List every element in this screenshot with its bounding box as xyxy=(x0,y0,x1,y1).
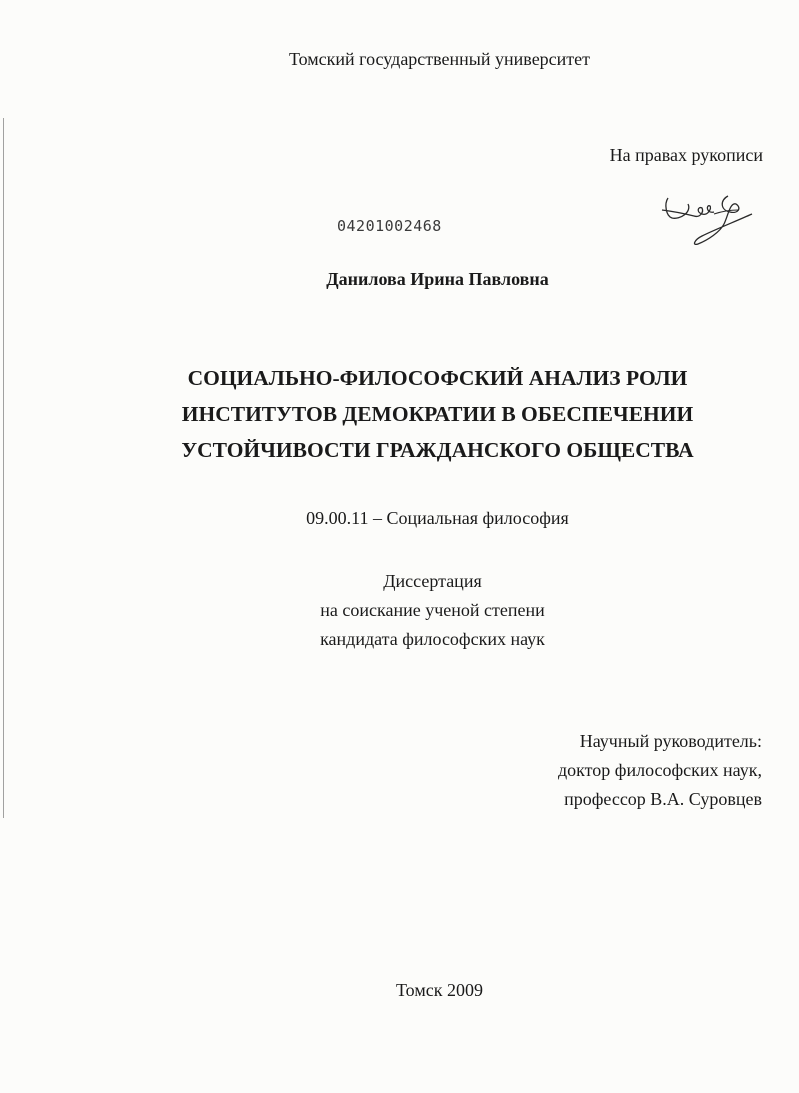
degree-line: Диссертация xyxy=(383,571,482,591)
scan-edge-line xyxy=(3,118,4,818)
advisor-line: Научный руководитель: xyxy=(579,731,762,751)
title-line: СОЦИАЛЬНО-ФИЛОСОФСКИЙ АНАЛИЗ РОЛИ xyxy=(187,366,688,390)
degree-line: на соискание ученой степени xyxy=(320,600,545,620)
degree-line: кандидата философских наук xyxy=(320,629,545,649)
specialty-code: 09.00.11 – Социальная философия xyxy=(306,508,569,528)
degree-statement xyxy=(33,567,799,654)
university-name: Томский государственный университет xyxy=(288,49,591,69)
advisor-line: доктор философских наук, xyxy=(558,760,762,780)
scientific-advisor xyxy=(558,727,762,814)
title-line: УСТОЙЧИВОСТИ ГРАЖДАНСКОГО ОБЩЕСТВА xyxy=(181,438,694,462)
dissertation-title xyxy=(38,360,799,468)
author-name: Данилова Ирина Павловна xyxy=(326,269,549,289)
rights-note: На правах рукописи xyxy=(609,145,763,165)
archive-stamp-number: 04201002468 xyxy=(337,217,442,235)
city-year: Томск 2009 xyxy=(396,980,483,1000)
handwritten-signature xyxy=(658,190,758,248)
title-line: ИНСТИТУТОВ ДЕМОКРАТИИ В ОБЕСПЕЧЕНИИ xyxy=(181,402,694,426)
advisor-line: профессор В.А. Суровцев xyxy=(564,789,762,809)
